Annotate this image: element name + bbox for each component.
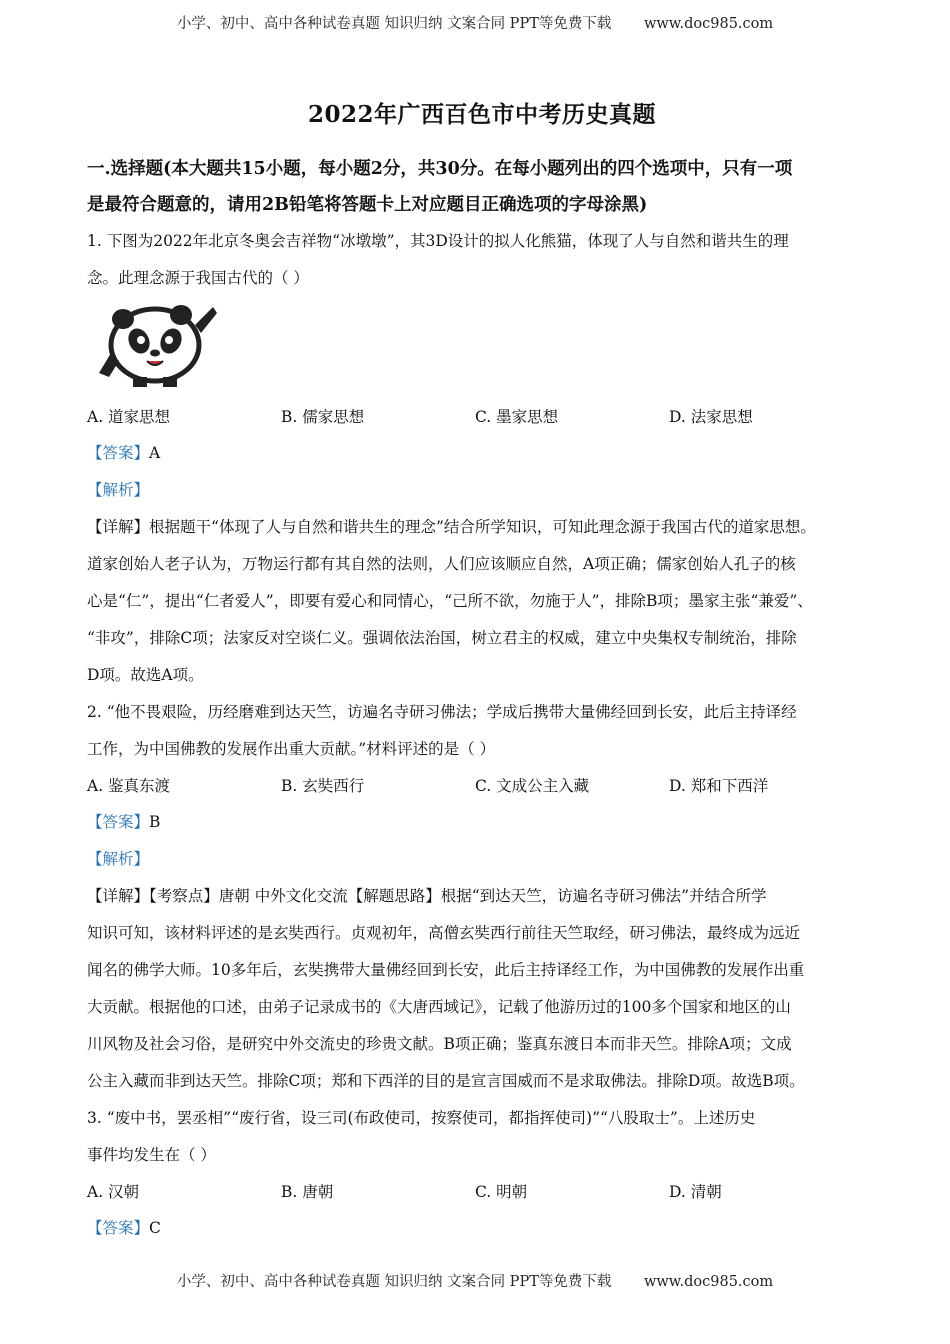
detail-label: 【详解】: [87, 518, 150, 536]
q1-option-d: D. 法家思想: [669, 408, 753, 426]
q2-stem-line-2: 工作，为中国佛教的发展作出重大贡献。”材料评述的是（ ）: [87, 740, 496, 758]
q1-analysis: [87, 472, 877, 509]
q3-stem-line-1: 3. “废中书，罢丞相”“废行省，设三司(布政使司，按察使司，都指挥使司)”“八股取士”。上述历史: [87, 1109, 756, 1127]
answer-label: 【答案】: [87, 813, 150, 831]
q2-answer: [87, 804, 877, 841]
q3-option-c: C. 明朝: [475, 1183, 528, 1201]
q3-answer: [87, 1210, 877, 1247]
q3-stem-line-2: 事件均发生在（ ）: [87, 1146, 216, 1164]
q3-option-a: A. 汉朝: [87, 1183, 140, 1201]
section-heading-line-1: 一.选择题(本大题共15小题，每小题2分，共30分。在每小题列出的四个选项中，只有一项: [87, 159, 793, 179]
q3-option-d: D. 清朝: [669, 1183, 722, 1201]
q2-stem-line-1: 2. “他不畏艰险，历经磨难到达天竺，访遍名寺研习佛法；学成后携带大量佛经回到长安，此后主持译经: [87, 703, 797, 721]
page-header: [0, 12, 950, 33]
q3-answer-value: C: [149, 1219, 161, 1237]
q2-analysis: [87, 841, 877, 878]
q1-option-b: B. 儒家思想: [281, 408, 365, 426]
footer-text: 小学、初中、高中各种试卷真题 知识归纳 文案合同 PPT等免费下载: [176, 1274, 612, 1290]
q2-detail-line-4: 大贡献。根据他的口述，由弟子记录成书的《大唐西域记》，记载了他游历过的100多个国家和地区的山: [87, 998, 791, 1016]
q1-options: [87, 399, 877, 435]
q3-options: [87, 1174, 877, 1210]
q1-detail-line-3: 心是“仁”，提出“仁者爱人”，即要有爱心和同情心，“己所不欲，勿施于人”，排除B项；墨家主张“兼爱”、: [87, 592, 813, 610]
q2-options: [87, 768, 877, 804]
analysis-label: 【解析】: [87, 850, 150, 868]
header-text: 小学、初中、高中各种试卷真题 知识归纳 文案合同 PPT等免费下载: [176, 16, 612, 32]
q2-option-d: D. 郑和下西洋: [669, 777, 769, 795]
q1-option-c: C. 墨家思想: [475, 408, 559, 426]
q2-option-b: B. 玄奘西行: [281, 777, 365, 795]
page-footer: [0, 1270, 950, 1291]
q1-detail-line-5: D项。故选A项。: [87, 666, 204, 684]
footer-site: www.doc985.com: [643, 1274, 774, 1290]
q2-detail-line-3: 闻名的佛学大师。10多年后，玄奘携带大量佛经回到长安，此后主持译经工作，为中国佛教的发展作出重: [87, 961, 805, 979]
q2-option-a: A. 鉴真东渡: [87, 777, 171, 795]
q2-option-c: C. 文成公主入藏: [475, 777, 590, 795]
answer-label: 【答案】: [87, 444, 150, 462]
analysis-label: 【解析】: [87, 481, 150, 499]
q1-detail-line-4: “非攻”，排除C项；法家反对空谈仁义。强调依法治国，树立君主的权威，建立中央集权专制统治，排除: [87, 629, 797, 647]
document-body: [87, 96, 877, 1247]
q2-detail-text-1: 【考察点】唐朝 中外文化交流【解题思路】根据“到达天竺，访遍名寺研习佛法”并结合所学: [149, 887, 767, 905]
q1-detail-line-1: [87, 509, 877, 546]
q2-detail-line-2: 知识可知，该材料评述的是玄奘西行。贞观初年，高僧玄奘西行前往天竺取经，研习佛法，最终成为远近: [87, 924, 801, 942]
q1-detail-text-1: 根据题干“体现了人与自然和谐共生的理念”结合所学知识，可知此理念源于我国古代的道家思想。: [149, 518, 816, 536]
q2-detail-line-6: 公主入藏而非到达天竺。排除C项；郑和下西洋的目的是宣言国威而不是求取佛法。排除D项。故选B项。: [87, 1072, 805, 1090]
q1-detail-line-2: 道家创始人老子认为，万物运行都有其自然的法则，人们应该顺应自然，A项正确；儒家创始人孔子的核: [87, 555, 796, 573]
q3-option-b: B. 唐朝: [281, 1183, 334, 1201]
answer-label: 【答案】: [87, 1219, 150, 1237]
q2-answer-value: B: [149, 813, 161, 831]
page-title: 2022年广西百色市中考历史真题: [307, 101, 656, 128]
panda-mascot-image: [95, 303, 219, 389]
q2-detail-line-1: [87, 878, 877, 915]
q1-stem-line-1: 1. 下图为2022年北京冬奥会吉祥物“冰墩墩”，其3D设计的拟人化熊猫，体现了人与自然和谐共生的理: [87, 232, 789, 250]
q1-answer: [87, 435, 877, 472]
q1-option-a: A. 道家思想: [87, 408, 171, 426]
q1-stem-line-2: 念。此理念源于我国古代的（ ）: [87, 269, 309, 287]
section-heading-line-2: 是最符合题意的，请用2B铅笔将答题卡上对应题目正确选项的字母涂黑): [87, 195, 648, 215]
q1-answer-value: A: [149, 444, 161, 462]
q2-detail-line-5: 川风物及社会习俗，是研究中外交流史的珍贵文献。B项正确；鉴真东渡日本而非天竺。排除A项；文成: [87, 1035, 792, 1053]
header-site: www.doc985.com: [643, 16, 774, 32]
detail-label: 【详解】: [87, 887, 150, 905]
